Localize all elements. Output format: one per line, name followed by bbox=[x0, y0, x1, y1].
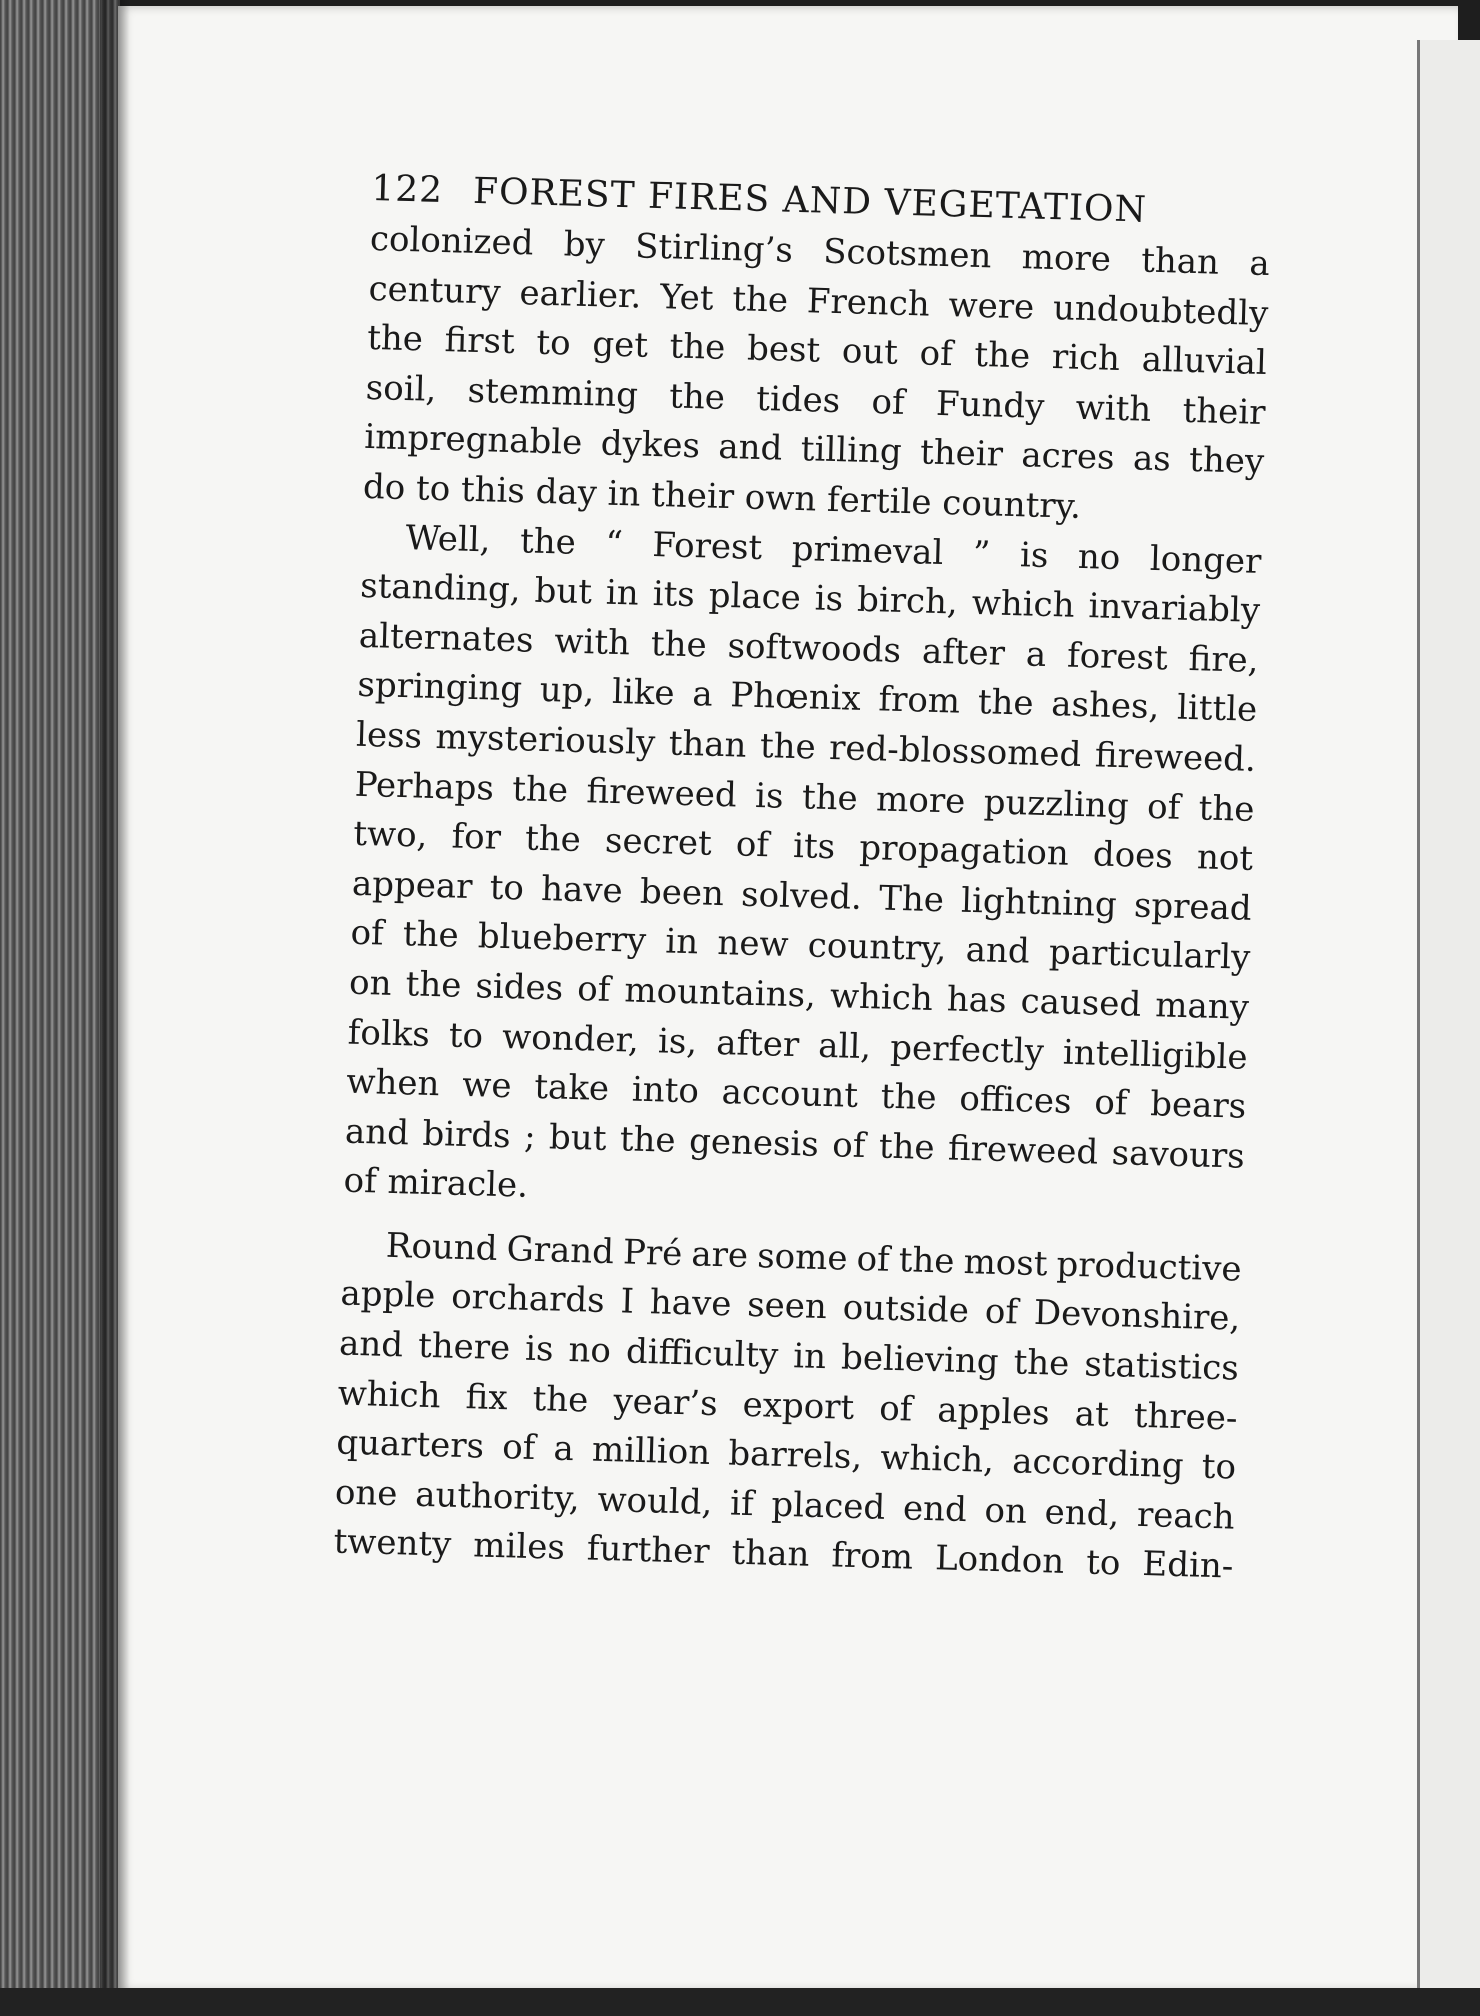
body-text bbox=[333, 215, 1270, 1593]
text-line: Well, the “ Forest primeval ” is no longer bbox=[405, 517, 1262, 582]
text-line: which fix the year’s export of apples at three- bbox=[337, 1373, 1238, 1439]
text-line: twenty miles further than from London to Edin- bbox=[333, 1521, 1234, 1588]
text-line: apple orchards I have seen outside of Devonshire, bbox=[339, 1274, 1241, 1340]
text-line: do to this day in their own fertile country. bbox=[362, 466, 1082, 527]
text-line: Perhaps the fireweed is the more puzzling of the bbox=[354, 764, 1255, 830]
text-line: standing, but in its place is birch, which invariably bbox=[359, 566, 1261, 632]
text-line: on the sides of mountains, which has caused many bbox=[348, 962, 1250, 1028]
text-line: appear to have been solved. The lightning spread bbox=[351, 863, 1253, 929]
text-line: one authority, would, if placed end on end, reach bbox=[334, 1472, 1236, 1538]
running-title: FOREST FIRES AND VEGETATION bbox=[472, 170, 1148, 231]
text-line: less mysteriously than the red-blossomed fireweed. bbox=[355, 714, 1257, 780]
text-line: the first to get the best out of the rich alluvial bbox=[366, 318, 1268, 384]
text-line: Round Grand Pré are some of the most productive bbox=[385, 1225, 1243, 1290]
text-line: two, for the secret of its propagation does not bbox=[352, 813, 1254, 879]
text-line: when we take into account the offices of bears bbox=[345, 1061, 1247, 1127]
text-line: quarters of a million barrels, which, according to bbox=[335, 1422, 1237, 1488]
scan-bottom-border bbox=[0, 1988, 1480, 2016]
gutter-shadow bbox=[100, 0, 130, 2016]
page-text bbox=[333, 168, 1272, 1593]
paragraph bbox=[362, 215, 1270, 538]
text-line: of the blueberry in new country, and particularly bbox=[350, 913, 1251, 979]
paragraph bbox=[333, 1220, 1242, 1592]
text-line: alternates with the softwoods after a forest fire, bbox=[358, 615, 1260, 681]
paragraph bbox=[343, 512, 1262, 1231]
text-line: century earlier. Yet the French were undoubtedly bbox=[368, 268, 1269, 334]
text-line: and birds ; but the genesis of the fireweed savours bbox=[344, 1111, 1246, 1177]
page-number: 122 bbox=[370, 168, 444, 211]
text-line: of miracle. bbox=[343, 1160, 529, 1207]
text-line: soil, stemming the tides of Fundy with their bbox=[365, 367, 1266, 433]
adjacent-page-edge bbox=[1417, 40, 1480, 2000]
text-line: springing up, like a Phœnix from the ashes, little bbox=[356, 665, 1258, 731]
text-line: folks to wonder, is, after all, perfectly intelligible bbox=[347, 1012, 1249, 1078]
text-line: and there is no difficulty in believing the statistics bbox=[338, 1323, 1240, 1389]
text-line: colonized by Stirling’s Scotsmen more than a bbox=[369, 218, 1271, 285]
text-line: impregnable dykes and tilling their acres as they bbox=[363, 417, 1265, 483]
